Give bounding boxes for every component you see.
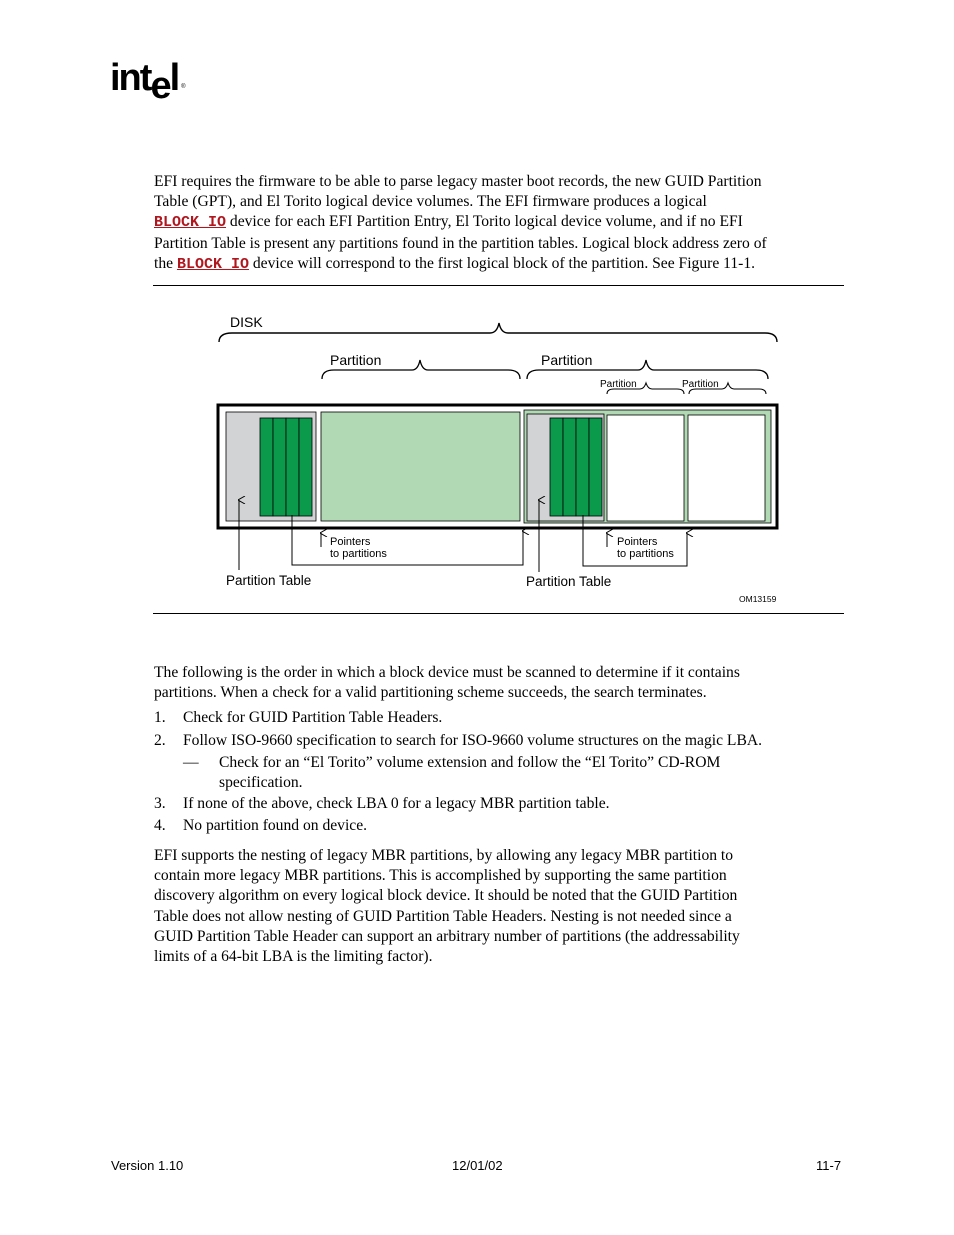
nesting-line: contain more legacy MBR partitions. This is accomplished by supporting the same partition (154, 867, 727, 885)
disk-brace (219, 323, 777, 342)
table-entry (563, 418, 576, 516)
partition-area-1 (321, 412, 520, 521)
list-text: Check for GUID Partition Table Headers. (183, 709, 443, 726)
partition-table-label-1: Partition Table (226, 573, 312, 588)
sub-partition-label-2: Partition (682, 379, 719, 390)
list-item (154, 794, 854, 816)
nesting-line: Table does not allow nesting of GUID Partition Table Headers. Nesting is not needed since a (154, 907, 732, 925)
intro-text: device will correspond to the first logical block of the partition. See Figure 11-1. (248, 254, 756, 272)
list-item (154, 731, 854, 754)
table-entry (299, 418, 312, 516)
logo-text-int: int (110, 57, 151, 99)
scan-line: partitions. When a check for a valid partitioning scheme succeeds, the search terminates. (154, 684, 707, 702)
partition-label-1: Partition (330, 352, 382, 368)
pointers-label-1a: Pointers (330, 536, 371, 548)
figure-bottom-rule (153, 613, 844, 614)
list-text: Follow ISO-9660 specification to search for ISO-9660 volume structures on the magic LBA. (183, 731, 763, 749)
footer-page-number: 11-7 (816, 1158, 842, 1173)
nesting-line: limits of a 64-bit LBA is the limiting factor). (154, 948, 433, 966)
partition-label-2: Partition (541, 352, 593, 368)
disk-label: DISK (230, 314, 263, 330)
scan-order-list (154, 708, 854, 837)
intro-line: Table (GPT), and El Torito logical device volumes. The EFI firmware produces a logical (154, 193, 707, 211)
figure-id: OM13159 (739, 594, 777, 604)
table-entry (286, 418, 299, 516)
intro-line: EFI requires the firmware to be able to parse legacy master boot records, the new GUID Partition (154, 173, 762, 190)
sub-list-text: Check for an “El Torito” volume extension and follow the “El Torito” CD-ROM (219, 754, 721, 771)
block-io-link[interactable]: BLOCK_IO (176, 255, 249, 273)
list-text: No partition found on device. (183, 816, 368, 834)
sub-list-item (154, 753, 854, 794)
table-entry (576, 418, 589, 516)
pointers-label-1b: to partitions (330, 548, 387, 560)
list-item (154, 708, 854, 731)
sub-partition-area-1 (607, 415, 684, 521)
intro-line: Partition Table is present any partitions found in the partition tables. Logical block address zero of (154, 234, 767, 252)
table-entry (273, 418, 286, 516)
logo-registered-mark: ® (181, 84, 186, 90)
sub-list-dash: — (183, 754, 199, 771)
pointers-label-2a: Pointers (617, 536, 658, 548)
list-number: 3. (154, 795, 166, 812)
nesting-line: discovery algorithm on every logical block device. It should be noted that the GUID Partition (154, 887, 738, 905)
logo-text-l: l (169, 57, 179, 99)
partition-table-label-2: Partition Table (526, 574, 612, 589)
table-entry (260, 418, 273, 516)
sub-partition-label-1: Partition (600, 379, 637, 390)
sub-list-text: specification. (219, 774, 303, 792)
list-text: If none of the above, check LBA 0 for a legacy MBR partition table. (183, 795, 610, 812)
list-number: 1. (154, 709, 166, 726)
nesting-paragraph (154, 846, 854, 967)
scan-line: The following is the order in which a block device must be scanned to determine if it contains (154, 664, 740, 681)
nesting-line: GUID Partition Table Header can support an arbitrary number of partitions (the addressability (154, 927, 740, 945)
intro-text: device for each EFI Partition Entry, El Torito logical device volume, and if no EFI (226, 213, 743, 231)
footer-date: 12/01/02 (452, 1158, 503, 1173)
block-io-link[interactable]: BLOCK_IO (154, 214, 227, 232)
footer-version: Version 1.10 (111, 1158, 184, 1173)
pointers-label-2b: to partitions (617, 548, 674, 560)
logo-text-e: e (150, 65, 170, 107)
list-item (154, 816, 854, 838)
nesting-line: EFI supports the nesting of legacy MBR partitions, by allowing any legacy MBR partition to (154, 847, 734, 864)
intro-text: the (154, 254, 177, 272)
list-number: 4. (154, 816, 166, 834)
sub-partition-area-2 (688, 415, 765, 521)
scan-order-paragraph (154, 663, 854, 703)
list-number: 2. (154, 731, 166, 749)
table-entry (550, 418, 563, 516)
table-entry (589, 418, 602, 516)
